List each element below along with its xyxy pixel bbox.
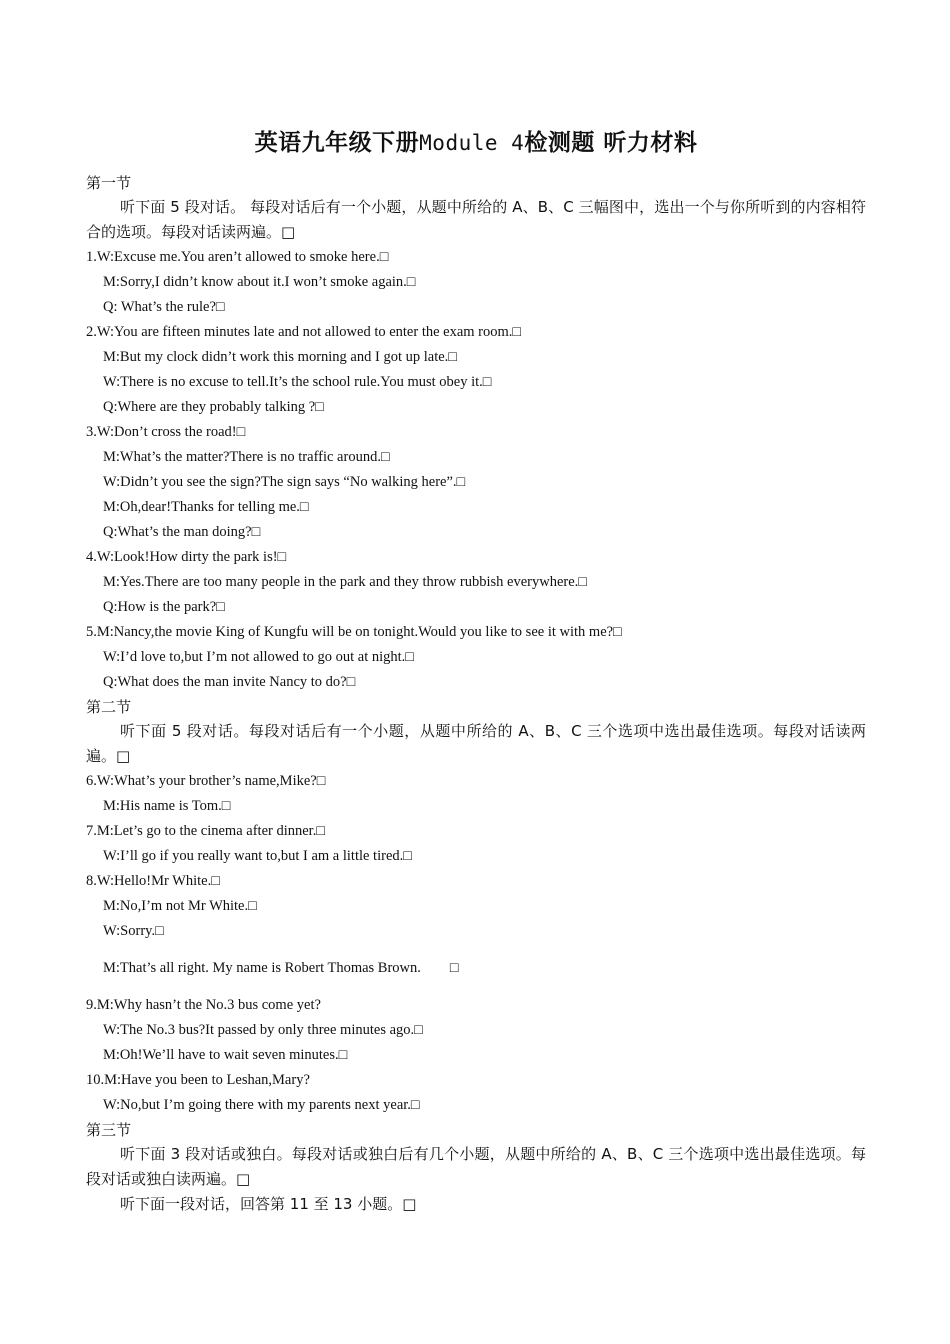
title-module: Module 4 (419, 131, 525, 155)
title-suffix: 检测题 听力材料 (524, 130, 698, 156)
dialogue-line: 1.W:Excuse me.You aren’t allowed to smoke here.□ (86, 249, 389, 265)
dialogue-line: 5.M:Nancy,the movie King of Kungfu will be on tonight.Would you like to see it with me?□ (86, 624, 622, 640)
title-prefix: 英语九年级下册 (254, 130, 420, 156)
dialogue-line: 6.W:What’s your brother’s name,Mike?□ (86, 773, 326, 789)
dialogue-line: 8.W:Hello!Mr White.□ (86, 873, 220, 889)
dialogue-line: M:That’s all right. My name is Robert Thomas Brown. □ (103, 960, 459, 976)
dialogue-line: W:The No.3 bus?It passed by only three minutes ago.□ (103, 1022, 423, 1038)
dialogue-line: 3.W:Don’t cross the road!□ (86, 424, 246, 440)
dialogue-line: M:No,I’m not Mr White.□ (103, 898, 257, 914)
dialogue-line: M:What’s the matter?There is no traffic around.□ (103, 449, 390, 465)
dialogue-line: M:Sorry,I didn’t know about it.I won’t smoke again.□ (103, 274, 416, 290)
dialogue-line: 4.W:Look!How dirty the park is!□ (86, 549, 287, 565)
document-page (86, 124, 866, 1217)
dialogue-line: M:But my clock didn’t work this morning and I got up late.□ (103, 349, 458, 365)
section-1-instruction: 听下面 5 段对话。 每段对话后有一个小题，从题中所给的 A、B、C 三幅图中，选出一个与你所听到的内容相符合的选项。每段对话读两遍。□ (86, 198, 866, 241)
dialogue-line: W:Sorry.□ (103, 923, 164, 939)
dialogue-line: W:No,but I’m going there with my parents next year.□ (103, 1097, 420, 1113)
dialogue-line: 10.M:Have you been to Leshan,Mary? (86, 1072, 310, 1088)
section-2-instruction: 听下面 5 段对话。每段对话后有一个小题，从题中所给的 A、B、C 三个选项中选出最佳选项。每段对话读两遍。□ (86, 722, 866, 765)
dialogue-line: 2.W:You are fifteen minutes late and not allowed to enter the exam room.□ (86, 324, 522, 340)
dialogue-line: Q:What’s the man doing?□ (103, 524, 261, 540)
dialogue-line: M:Oh!We’ll have to wait seven minutes.□ (103, 1047, 348, 1063)
dialogue-line: 7.M:Let’s go to the cinema after dinner.□ (86, 823, 326, 839)
dialogue-line: M:His name is Tom.□ (103, 798, 231, 814)
dialogue-line: Q:Where are they probably talking ?□ (103, 399, 324, 415)
dialogue-line: Q:What does the man invite Nancy to do?□ (103, 674, 356, 690)
dialogue-line: Q:How is the park?□ (103, 599, 225, 615)
dialogue-line: W:I’ll go if you really want to,but I am a little tired.□ (103, 848, 413, 864)
dialogue-line: W:Didn’t you see the sign?The sign says “No walking here”.□ (103, 474, 466, 490)
section-3-heading: 第三节 (86, 1121, 132, 1139)
section-3-instruction: 听下面 3 段对话或独白。每段对话或独白后有几个小题，从题中所给的 A、B、C 三个选项中选出最佳选项。每段对话或独白读两遍。□ (86, 1145, 866, 1188)
dialogue-line: W:There is no excuse to tell.It’s the school rule.You must obey it.□ (103, 374, 492, 390)
section-3-sub-instruction: 听下面一段对话，回答第 11 至 13 小题。□ (120, 1195, 417, 1213)
section-2-heading: 第二节 (86, 698, 132, 716)
dialogue-line: Q: What’s the rule?□ (103, 299, 225, 315)
section-1-heading: 第一节 (86, 174, 132, 192)
dialogue-line: M:Oh,dear!Thanks for telling me.□ (103, 499, 309, 515)
dialogue-line: M:Yes.There are too many people in the park and they throw rubbish everywhere.□ (103, 574, 588, 590)
dialogue-line: W:I’d love to,but I’m not allowed to go out at night.□ (103, 649, 415, 665)
document-title (86, 124, 866, 157)
dialogue-line: 9.M:Why hasn’t the No.3 bus come yet? (86, 997, 321, 1013)
